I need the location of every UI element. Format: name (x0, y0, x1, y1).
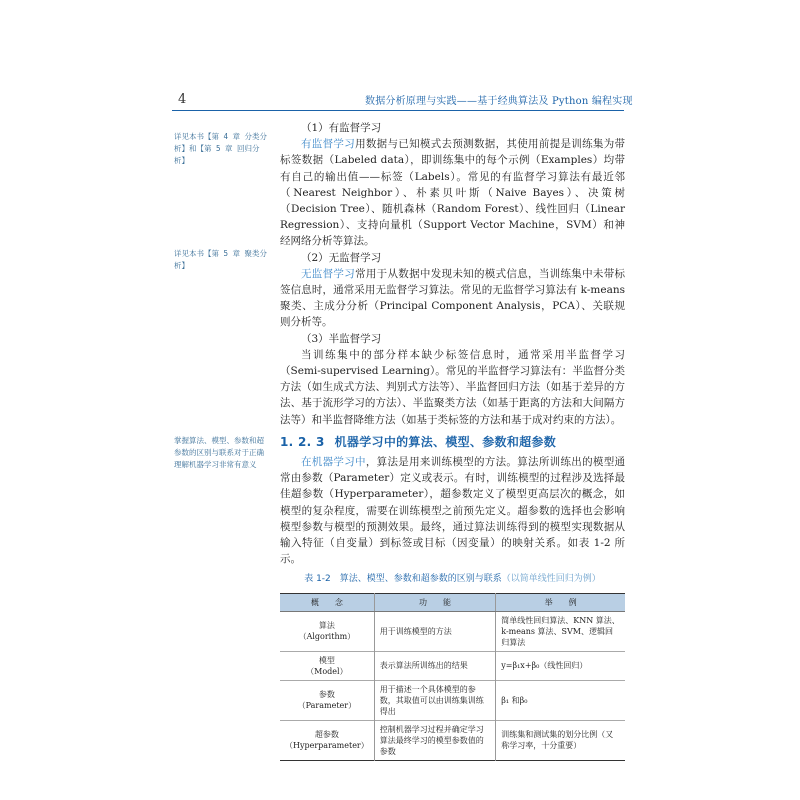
table-cell-function: 用于训练模型的方法 (374, 611, 495, 651)
table-row (280, 611, 625, 651)
section-number: 1. 2. 3 (280, 434, 325, 449)
concept-english: （Parameter） (297, 701, 357, 711)
paragraph-algorithm-model (280, 454, 625, 567)
text-supervised: 用数据与已知模式去预测数据，其使用前提是训练集为带标签数据（Labeled data），即训练集中的每个示例（Examples）均带有自己的输出值——标签（Labels）。常见的有监督学习算法有最近邻（Nearest Neighbor）、朴素贝叶斯（Naive Bayes）、决策树（Decision Tree）、随机森林（Random Forest）、线性回归（Linear Regression）、支持向量机（Support Vector Machine，SVM）和神经网络分析等算法。 (280, 138, 626, 248)
table-cell-example: 简单线性回归算法、KNN 算法、k-means 算法、SVM、逻辑回归算法 (496, 611, 625, 651)
heading-semi-supervised: （3）半监督学习 (301, 332, 382, 345)
table-cell-concept (280, 611, 374, 651)
table-caption (280, 571, 625, 587)
table-cell-example: β₁ 和β₀ (496, 680, 625, 720)
side-note-algorithm-model: 掌握算法、模型、参数和超参数的区别与联系对于正确理解机器学习非常有意义 (174, 436, 264, 469)
concept-english: （Algorithm） (298, 632, 356, 642)
table-cell-concept (280, 680, 374, 720)
term-in-ml: 在机器学习中 (301, 456, 366, 469)
table-header-function: 功 能 (374, 593, 495, 611)
concept-name: 模型 (318, 655, 335, 665)
table-cell-function: 表示算法所训练出的结果 (374, 651, 495, 680)
table-cell-concept (280, 651, 374, 680)
table-row (280, 680, 625, 720)
table-cell-function: 控制机器学习过程并确定学习算法最终学习的模型参数值的参数 (374, 720, 495, 760)
term-supervised: 有监督学习 (301, 138, 356, 151)
table-cell-function: 用于描述一个具体模型的参数，其取值可以由训练集训练得出 (374, 680, 495, 720)
concept-english: （Model） (306, 666, 348, 676)
table-cell-example: 训练集和测试集的划分比例（又称学习率，十分重要） (496, 720, 625, 760)
side-note-classification: 详见本书【第 4 章 分类分析】和【第 5 章 回归分析】 (174, 132, 268, 165)
paragraph-unsupervised (280, 266, 625, 331)
concept-name: 超参数 (314, 730, 339, 740)
header-rule (172, 110, 624, 111)
concept-english: （Hyperparameter） (285, 741, 369, 751)
table-caption-sub: （以简单线性回归为例） (501, 574, 601, 585)
table-row (280, 720, 625, 760)
section-title-text: 机器学习中的算法、模型、参数和超参数 (334, 434, 557, 449)
side-note-clustering: 详见本书【第 5 章 聚类分析】 (174, 249, 268, 270)
paragraph-semi-supervised: 当训练集中的部分样本缺少标签信息时，通常采用半监督学习（Semi-supervised Learning）。常见的半监督学习算法有：半监督分类方法（如生成式方法、判别式方法等）、半监督回归方法（如基于差异的方法、基于流形学习的方法）、半监聚类方法（如基于距离的方法和大间隔方法等）和半监督降维方法（如基于类标签的方法和基于成对约束的方法）。 (280, 348, 625, 426)
heading-supervised: （1）有监督学习 (301, 122, 382, 134)
paragraph-supervised (280, 136, 625, 249)
table-cell-example: y=β₁x+β₀（线性回归） (496, 651, 625, 680)
text-algorithm-model: ，算法是用来训练模型的方法。算法所训练出的模型通常由参数（Parameter）定义或表示。有时，训练模型的过程涉及选择最佳超参数（Hyperparameter），超参数定义了模型更高层次的概念，如模型的复杂程度，需要在训练模型之前预先定义。超参数的选择也会影响模型参数与模型的预测效果。最终，通过算法训练得到的模型实现数据从输入特征（自变量）到标签或目标（因变量）的映射关系。如表 1-2 所示。 (280, 456, 626, 566)
table-header-row (280, 593, 625, 611)
concept-name: 算法 (318, 621, 335, 631)
page-number: 4 (178, 92, 187, 107)
table-row (280, 651, 625, 680)
heading-unsupervised: （2）无监督学习 (301, 251, 382, 264)
main-content (280, 120, 625, 761)
comparison-table (280, 593, 625, 761)
concept-name: 参数 (318, 690, 335, 700)
section-title-1-2-3 (280, 434, 625, 450)
term-unsupervised: 无监督学习 (301, 267, 356, 280)
table-cell-concept (280, 720, 374, 760)
table-caption-main: 表 1-2 算法、模型、参数和超参数的区别与联系 (304, 574, 502, 585)
table-header-concept: 概 念 (280, 593, 374, 611)
table-header-example: 举 例 (496, 593, 625, 611)
text-unsupervised: 常用于从数据中发现未知的模式信息，当训练集中未带标签信息时，通常采用无监督学习算法。常见的无监督学习算法有 k-means 聚类、主成分分析（Principal Component Analysis，PCA）、关联规则分析等。 (280, 267, 626, 329)
running-header-title: 数据分析原理与实践——基于经典算法及 Python 编程实现 (365, 96, 633, 107)
